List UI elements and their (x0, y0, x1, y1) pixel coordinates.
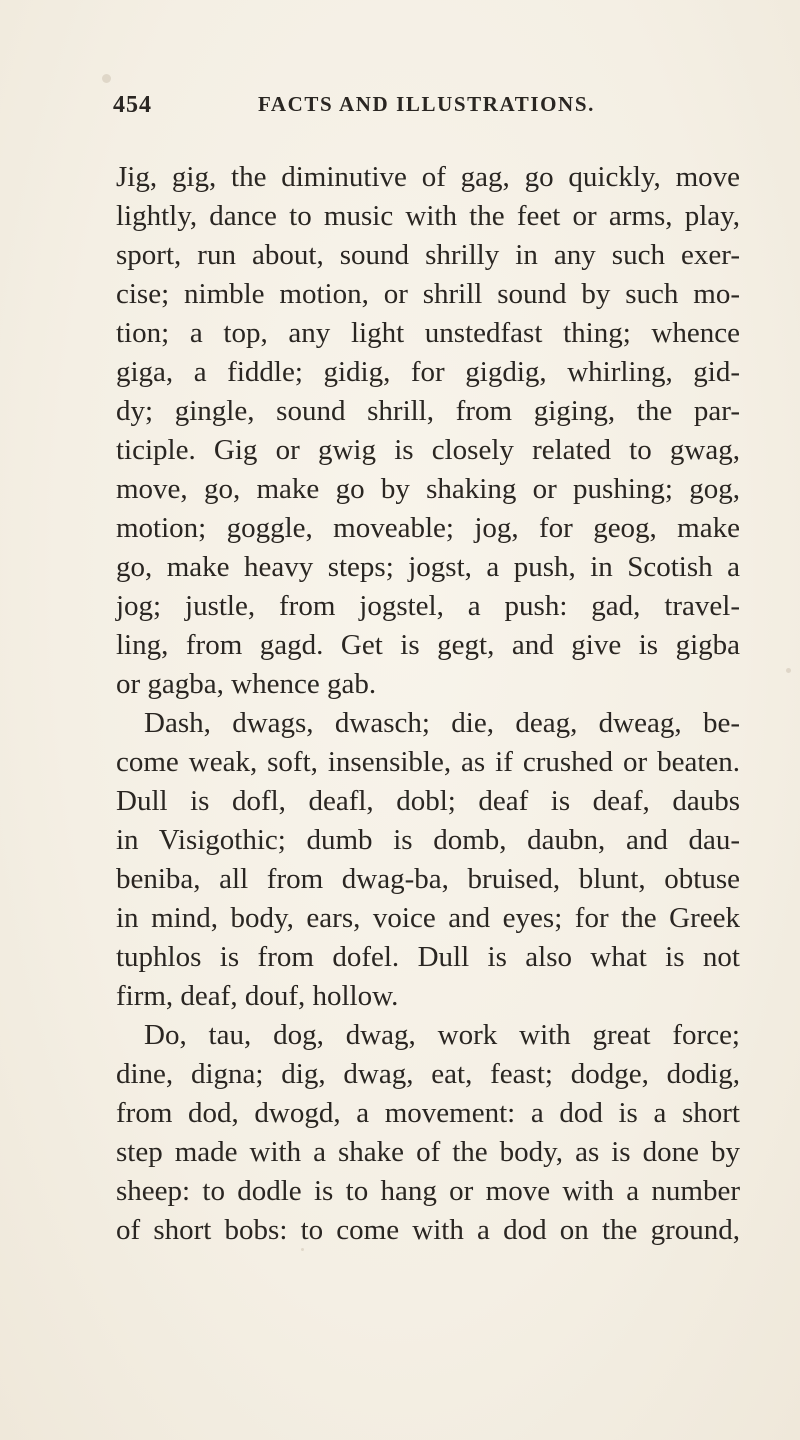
paper-speck (301, 1248, 304, 1251)
text-line: sport, run about, sound shrilly in any such exer- (116, 239, 740, 271)
text-line: dine, digna; dig, dwag, eat, feast; dodge, dodig, (116, 1058, 740, 1090)
text-line: Dull is dofl, deafl, dobl; deaf is deaf, daubs (116, 785, 740, 817)
paper-speck (786, 668, 791, 673)
text-line: firm, deaf, douf, hollow. (116, 980, 399, 1012)
paragraph-dash (116, 704, 740, 1016)
text-line: from dod, dwogd, a movement: a dod is a short (116, 1097, 740, 1129)
running-title: FACTS AND ILLUSTRATIONS. (258, 92, 595, 116)
text-line: giga, a fiddle; gidig, for gigdig, whirling, gid- (116, 356, 740, 388)
text-line: Do, tau, dog, dwag, work with great force; (144, 1019, 740, 1051)
text-line: Jig, gig, the diminutive of gag, go quickly, move (116, 161, 740, 193)
text-line: cise; nimble motion, or shrill sound by such mo- (116, 278, 740, 310)
text-line: come weak, soft, insensible, as if crushed or beaten. (116, 746, 740, 778)
text-line: ticiple. Gig or gwig is closely related to gwag, (116, 434, 740, 466)
text-line: move, go, make go by shaking or pushing; gog, (116, 473, 740, 505)
text-line: motion; goggle, moveable; jog, for geog, make (116, 512, 740, 544)
paragraph-do (116, 1016, 740, 1250)
text-line: tion; a top, any light unstedfast thing; whence (116, 317, 740, 349)
paper-speck (102, 74, 111, 83)
paragraph-jig (116, 158, 740, 704)
text-line: sheep: to dodle is to hang or move with a number (116, 1175, 740, 1207)
text-line: in Visigothic; dumb is domb, daubn, and dau- (116, 824, 740, 856)
text-line: of short bobs: to come with a dod on the ground, (116, 1214, 740, 1246)
text-line: tuphlos is from dofel. Dull is also what is not (116, 941, 740, 973)
text-line: beniba, all from dwag-ba, bruised, blunt, obtuse (116, 863, 740, 895)
text-line: go, make heavy steps; jogst, a push, in Scotish a (116, 551, 740, 583)
page-number: 454 (113, 92, 152, 118)
text-line: dy; gingle, sound shrill, from giging, the par- (116, 395, 740, 427)
text-line: ling, from gagd. Get is gegt, and give is gigba (116, 629, 740, 661)
text-line: in mind, body, ears, voice and eyes; for the Greek (116, 902, 740, 934)
body-text (116, 158, 740, 1250)
text-line: step made with a shake of the body, as is done by (116, 1136, 740, 1168)
text-line: Dash, dwags, dwasch; die, deag, dweag, be- (144, 707, 740, 739)
text-line: jog; justle, from jogstel, a push: gad, travel- (116, 590, 740, 622)
running-head (113, 88, 753, 128)
text-line: or gagba, whence gab. (116, 668, 377, 700)
text-line: lightly, dance to music with the feet or arms, play, (116, 200, 740, 232)
